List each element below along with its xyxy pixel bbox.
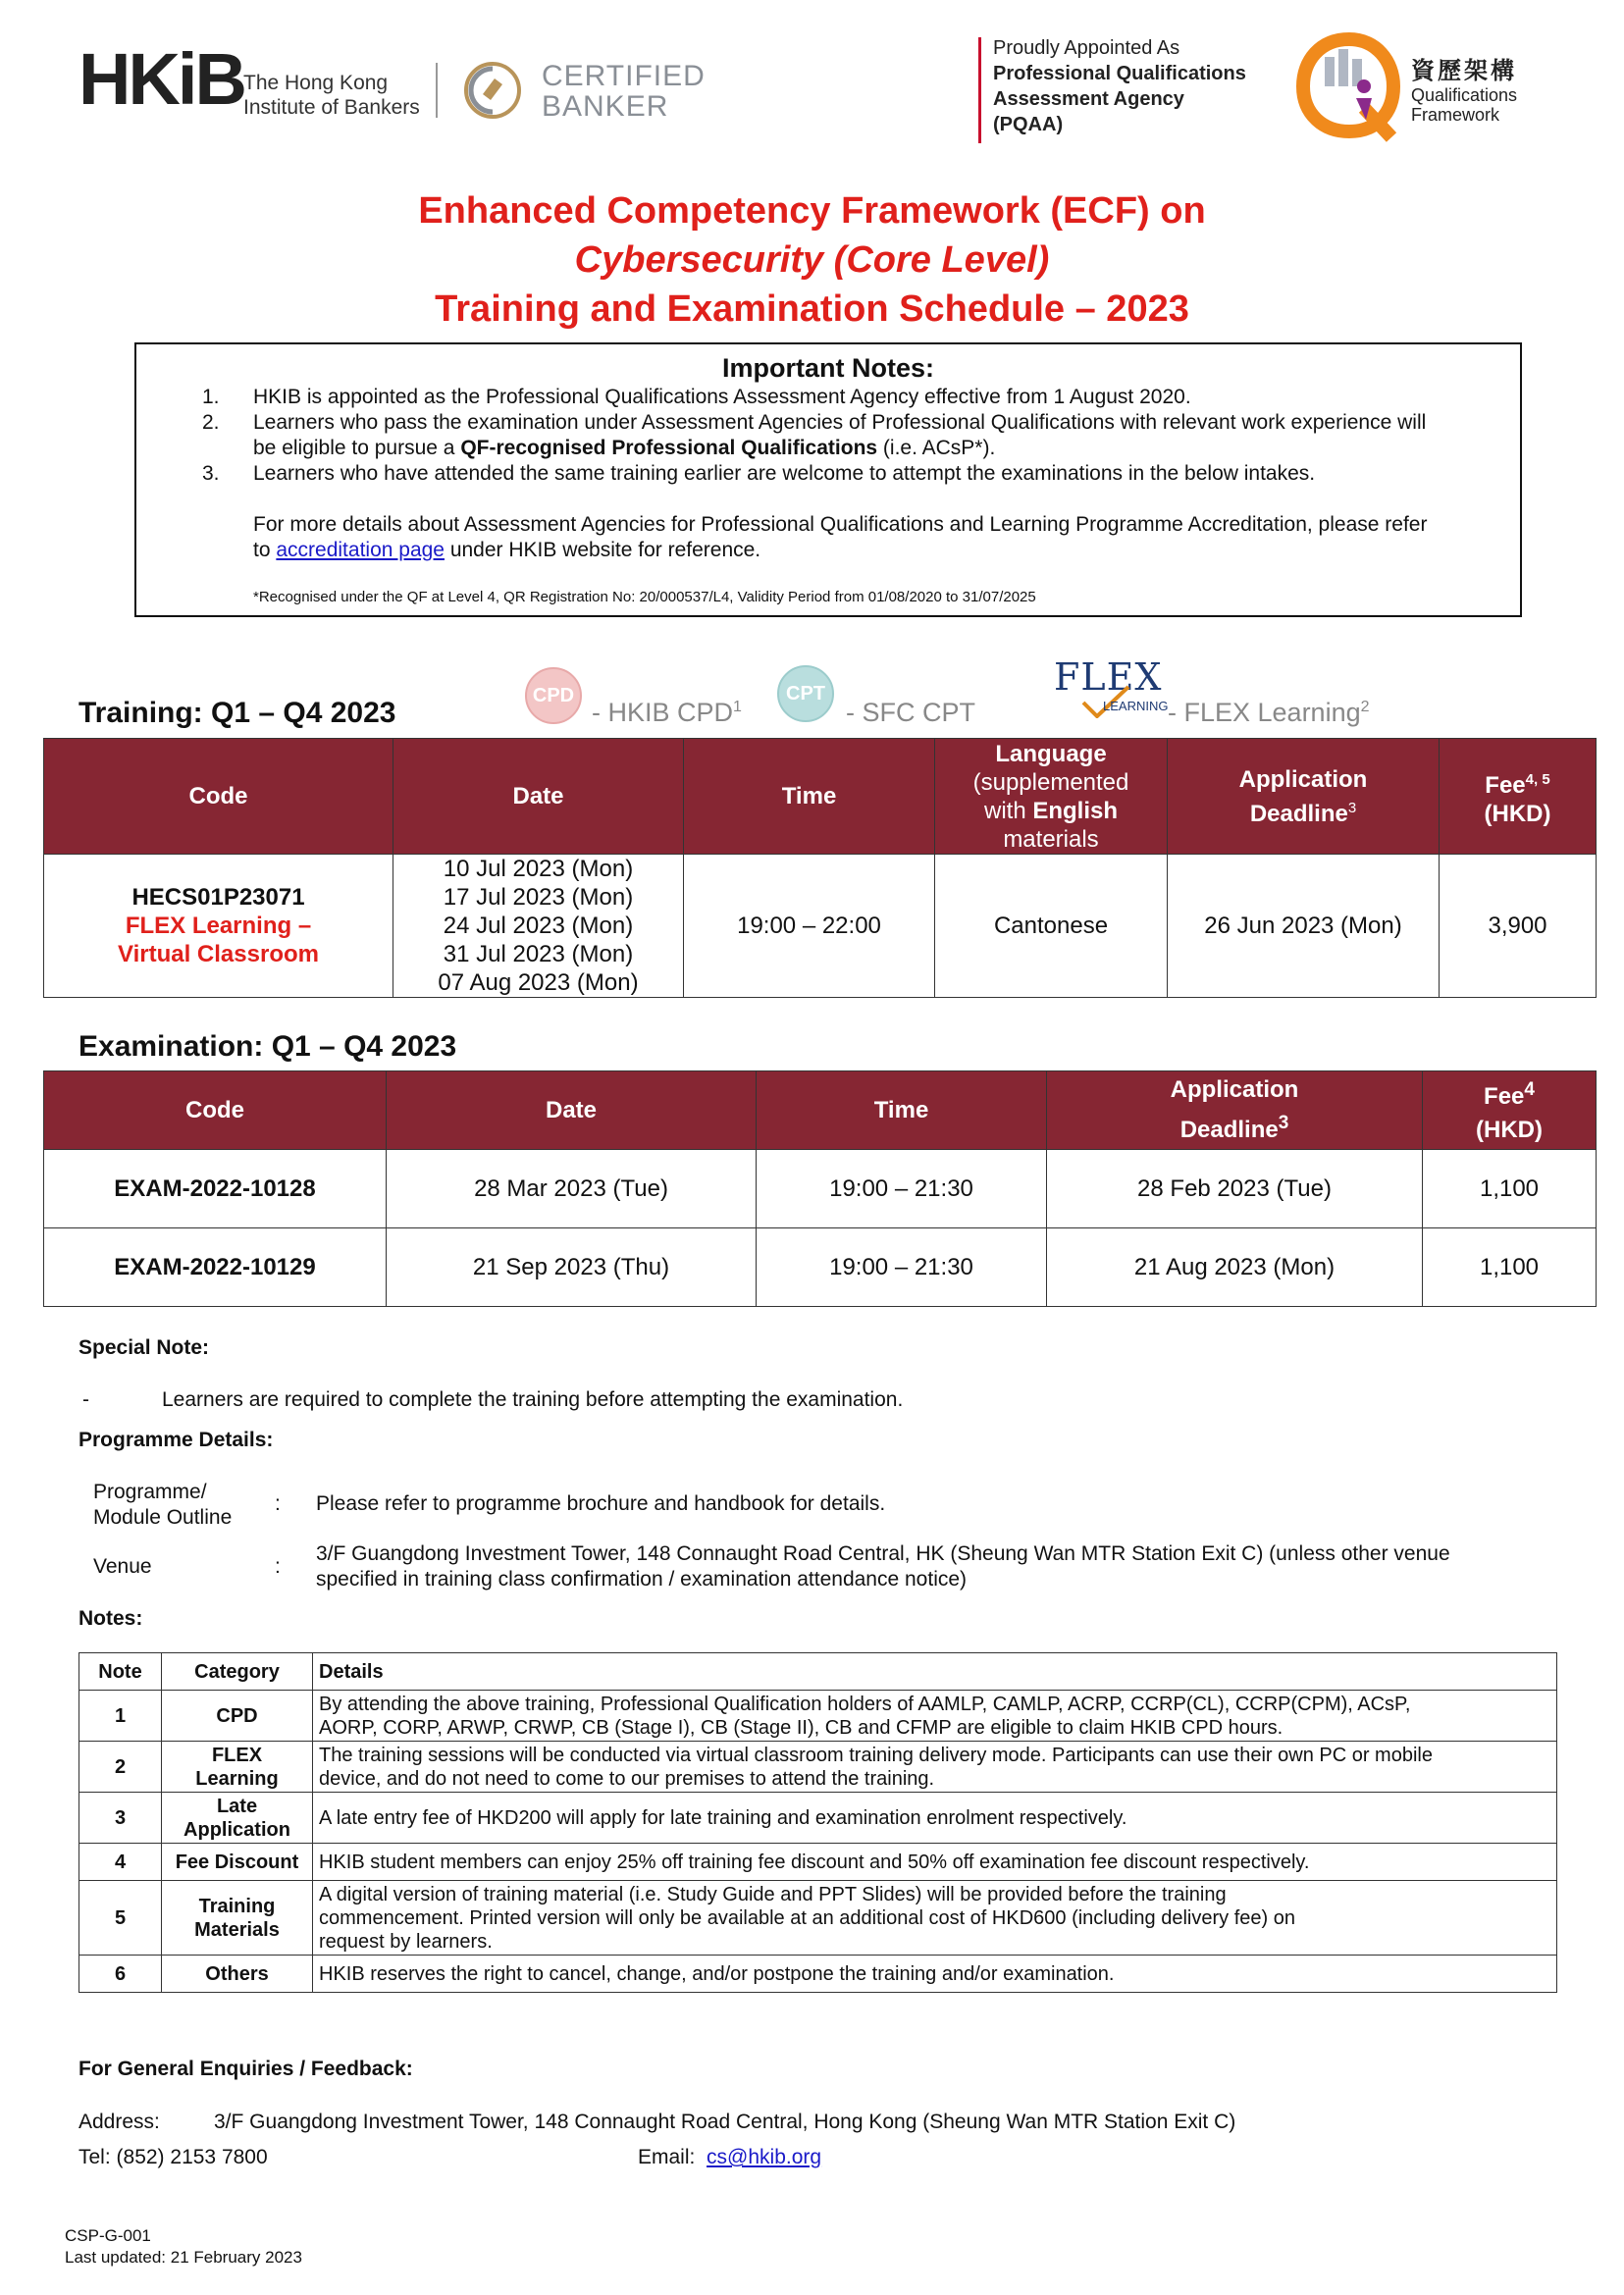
important-notes-heading: Important Notes: — [722, 353, 934, 383]
col-code: Code — [44, 739, 393, 855]
special-note-heading: Special Note: — [79, 1336, 210, 1359]
cpd-badge-icon: CPD — [525, 667, 582, 724]
table-row — [44, 1228, 1597, 1307]
note-category: FLEX Learning — [162, 1742, 313, 1793]
document-code: CSP-G-001 — [65, 2226, 151, 2245]
table-row — [79, 1881, 1557, 1956]
qf-text: 資歷架構 Qualifications Framework — [1411, 58, 1518, 125]
accreditation-page-link[interactable]: accreditation page — [276, 539, 445, 561]
note-category: Late Application — [162, 1793, 313, 1844]
note-text: be eligible to pursue a QF-recognised Professional Qualifications (i.e. ACsP*). — [253, 437, 996, 459]
note-category: Training Materials — [162, 1881, 313, 1956]
note-category: CPD — [162, 1691, 313, 1742]
special-note-dash: - — [82, 1388, 89, 1411]
exam-fee: 1,100 — [1423, 1228, 1597, 1307]
training-code: HECS01P23071 FLEX Learning – Virtual Classroom — [44, 855, 393, 998]
col-fee: Fee$^{4, 5}$ (HKD) — [1440, 739, 1597, 855]
note-number: 3 — [79, 1793, 162, 1844]
special-note-text: Learners are required to complete the training before attempting the examination. — [162, 1388, 904, 1411]
col-note: Note — [79, 1653, 162, 1691]
col-fee: Fee$^4$ (HKD) — [1423, 1071, 1597, 1150]
exam-code: EXAM-2022-10128 — [44, 1150, 387, 1228]
table-row — [44, 855, 1597, 998]
legend-cpt: - SFC CPT — [846, 698, 975, 727]
note-text: Learners who pass the examination under Assessment Agencies of Professional Qualifications with relevant work experience will — [253, 411, 1427, 434]
note-details: A late entry fee of HKD200 will apply for late training and examination enrolment respectively. — [313, 1793, 1557, 1844]
table-row — [79, 1793, 1557, 1844]
note-number: 5 — [79, 1881, 162, 1956]
col-date: Date — [387, 1071, 757, 1150]
notes-heading: Notes: — [79, 1607, 143, 1630]
exam-time: 19:00 – 21:30 — [757, 1150, 1047, 1228]
note-number: 1 — [79, 1691, 162, 1742]
training-table — [43, 738, 1597, 998]
training-heading: Training: Q1 – Q4 2023 — [79, 697, 396, 729]
certified-banker-icon — [463, 61, 522, 120]
note-more-details: For more details about Assessment Agencies for Professional Qualifications and Learning Programme Accreditation, please refer — [253, 513, 1428, 536]
email-line: Email: cs@hkib.org — [638, 2146, 822, 2168]
programme-heading: Programme Details: — [79, 1429, 274, 1451]
note-details: HKIB reserves the right to cancel, change, and/or postpone the training and/or examination. — [313, 1956, 1557, 1993]
exam-deadline: 21 Aug 2023 (Mon) — [1047, 1228, 1423, 1307]
training-time: 19:00 – 22:00 — [684, 855, 935, 998]
col-category: Category — [162, 1653, 313, 1691]
header-divider — [436, 63, 438, 118]
table-row — [79, 1956, 1557, 1993]
note-category: Others — [162, 1956, 313, 1993]
col-details: Details — [313, 1653, 1557, 1691]
outline-value: Please refer to programme brochure and handbook for details. — [316, 1492, 886, 1515]
note-number: 1. — [202, 386, 220, 408]
col-time: Time — [684, 739, 935, 855]
note-number: 6 — [79, 1956, 162, 1993]
legend-cpd: - HKIB CPD$^1$ — [592, 698, 742, 727]
last-updated: Last updated: 21 February 2023 — [65, 2248, 302, 2267]
table-row — [79, 1691, 1557, 1742]
hkib-logo: HKiB — [79, 38, 244, 120]
note-details: HKIB student members can enjoy 25% off training fee discount and 50% off examination fee discount respectively. — [313, 1844, 1557, 1881]
pqaa-divider — [978, 37, 981, 143]
venue-value: 3/F Guangdong Investment Tower, 148 Connaught Road Central, HK (Sheung Wan MTR Station Exit C) (unless other venue specified in training class confirmation / examination attendance notice) — [316, 1542, 1450, 1591]
notes-table — [79, 1652, 1557, 1993]
address-label: Address: — [79, 2111, 160, 2133]
col-deadline: Application Deadline$^3$ — [1047, 1071, 1423, 1150]
note-number: 3. — [202, 462, 220, 485]
note-number: 2. — [202, 411, 220, 434]
hkib-name: The Hong Kong Institute of Bankers — [243, 72, 420, 119]
col-code: Code — [44, 1071, 387, 1150]
flex-learning-icon: FLEX LEARNING — [1052, 655, 1168, 722]
table-row — [44, 1150, 1597, 1228]
note-more-details: to accreditation page under HKIB website for reference. — [253, 539, 761, 561]
table-row — [79, 1742, 1557, 1793]
examination-heading: Examination: Q1 – Q4 2023 — [79, 1030, 457, 1063]
col-date: Date — [393, 739, 684, 855]
exam-deadline: 28 Feb 2023 (Tue) — [1047, 1150, 1423, 1228]
note-details: By attending the above training, Professional Qualification holders of AAMLP, CAMLP, ACRP, CCRP(CL), CCRP(CPM), ACsP, AORP, CORP, ARWP, CRWP, CB (Stage I), CB (Stage II), CB and CFMP are eligible to claim HKIB CPD hours. — [313, 1691, 1557, 1742]
examination-table — [43, 1070, 1597, 1307]
note-details: The training sessions will be conducted via virtual classroom training delivery mode. Participants can use their own PC or mobile device, and do not need to come to our premises to attend the training. — [313, 1742, 1557, 1793]
email-link[interactable]: cs@hkib.org — [707, 2146, 822, 2168]
exam-code: EXAM-2022-10129 — [44, 1228, 387, 1307]
qf-logo-icon — [1295, 29, 1403, 142]
note-details: A digital version of training material (i.e. Study Guide and PPT Slides) will be provided before the training commencement. Printed version will only be available at an additional cost of HKD600 (including delivery fee) on request by learners. — [313, 1881, 1557, 1956]
venue-colon: : — [275, 1555, 281, 1578]
tel-line: Tel: (852) 2153 7800 — [79, 2146, 268, 2168]
venue-label: Venue — [93, 1555, 152, 1578]
note-text: HKIB is appointed as the Professional Qualifications Assessment Agency effective from 1 August 2020. — [253, 386, 1191, 408]
note-number: 2 — [79, 1742, 162, 1793]
certified-banker-text: CERTIFIED BANKER — [542, 60, 706, 123]
col-deadline: Application Deadline$^3$ — [1168, 739, 1440, 855]
address-value: 3/F Guangdong Investment Tower, 148 Connaught Road Central, Hong Kong (Sheung Wan MTR Station Exit C) — [214, 2111, 1236, 2133]
exam-time: 19:00 – 21:30 — [757, 1228, 1047, 1307]
note-category: Fee Discount — [162, 1844, 313, 1881]
page-title: Enhanced Competency Framework (ECF) on Cybersecurity (Core Level) Training and Examination Schedule – 2023 — [418, 190, 1206, 330]
qf-footnote: *Recognised under the QF at Level 4, QR Registration No: 20/000537/L4, Validity Period from 01/08/2020 to 31/07/2025 — [253, 589, 1036, 605]
note-number: 4 — [79, 1844, 162, 1881]
note-text: Learners who have attended the same training earlier are welcome to attempt the examinations in the below intakes. — [253, 462, 1316, 485]
training-fee: 3,900 — [1440, 855, 1597, 998]
training-language: Cantonese — [935, 855, 1168, 998]
training-dates: 10 Jul 2023 (Mon) 17 Jul 2023 (Mon) 24 Jul 2023 (Mon) 31 Jul 2023 (Mon) 07 Aug 2023 (Mon) — [393, 855, 684, 998]
col-language: Language (supplemented with English materials — [935, 739, 1168, 855]
legend-flex: - FLEX Learning$^2$ — [1168, 698, 1370, 727]
outline-label: Programme/ Module Outline — [93, 1481, 233, 1529]
cpt-badge-icon: CPT — [777, 665, 834, 722]
table-row — [79, 1844, 1557, 1881]
enquiries-heading: For General Enquiries / Feedback: — [79, 2058, 413, 2080]
training-deadline: 26 Jun 2023 (Mon) — [1168, 855, 1440, 998]
pqaa-badge: Proudly Appointed As Professional Qualifications Assessment Agency (PQAA) — [993, 37, 1246, 135]
col-time: Time — [757, 1071, 1047, 1150]
exam-fee: 1,100 — [1423, 1150, 1597, 1228]
exam-date: 21 Sep 2023 (Thu) — [387, 1228, 757, 1307]
exam-date: 28 Mar 2023 (Tue) — [387, 1150, 757, 1228]
footer — [65, 2225, 302, 2269]
outline-colon: : — [275, 1492, 281, 1515]
